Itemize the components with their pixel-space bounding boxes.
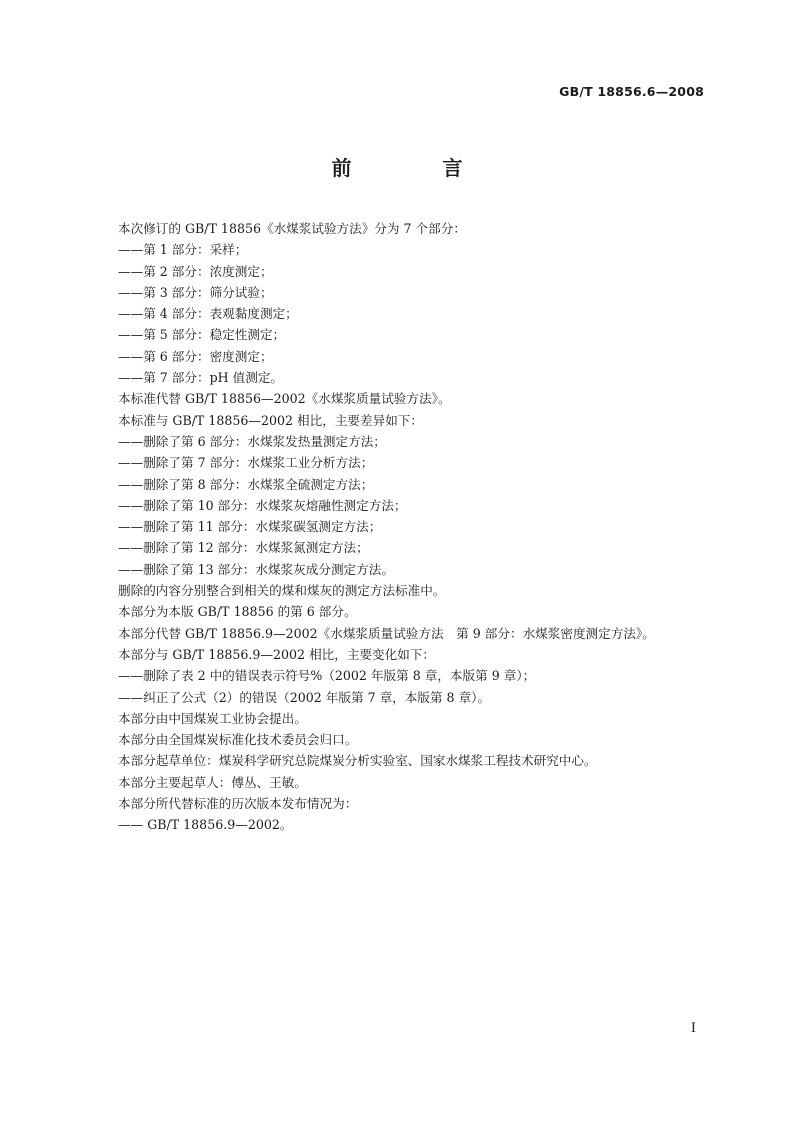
text-line: ——删除了第 8 部分：水煤浆全硫测定方法； <box>118 476 374 492</box>
text-line: ——第 1 部分：采样； <box>118 242 248 258</box>
page-title: 前 言 <box>331 156 505 180</box>
text-line: 本标准与 GB/T 18856—2002 相比，主要差异如下： <box>118 412 423 428</box>
text-line: ——第 2 部分：浓度测定； <box>118 263 273 279</box>
text-line: 本部分起草单位：煤炭科学研究总院煤炭分析实验室、国家水煤浆工程技术研究中心。 <box>118 753 597 769</box>
text-line: ——第 7 部分：pH 值测定。 <box>118 370 284 386</box>
text-line: ——第 5 部分：稳定性测定； <box>118 327 286 343</box>
page-number: I <box>690 1021 696 1036</box>
text-line: ——第 3 部分：筛分试验； <box>118 284 273 300</box>
text-line: 删除的内容分别整合到相关的煤和煤灰的测定方法标准中。 <box>118 583 446 599</box>
text-line: 本标准代替 GB/T 18856—2002《水煤浆质量试验方法》。 <box>118 391 451 407</box>
text-line: ——删除了第 11 部分：水煤浆碳氢测定方法； <box>118 519 382 535</box>
text-line: 本次修订的 GB/T 18856《水煤浆试验方法》分为 7 个部分： <box>118 221 466 236</box>
text-line: 本部分代替 GB/T 18856.9—2002《水煤浆质量试验方法 第 9 部分：水煤浆密度测定方法》。 <box>118 625 655 641</box>
text-line: 本部分主要起草人：傅丛、王敏。 <box>118 774 307 790</box>
text-line: 本部分由中国煤炭工业协会提出。 <box>118 710 307 726</box>
preface-body <box>118 218 718 836</box>
text-line: —— GB/T 18856.9—2002。 <box>118 817 293 833</box>
text-line: ——第 6 部分：密度测定； <box>118 348 273 364</box>
text-line: ——第 4 部分：表观黏度测定； <box>118 306 298 322</box>
text-line: ——删除了第 10 部分：水煤浆灰熔融性测定方法； <box>118 497 407 513</box>
text-line: ——删除了第 6 部分：水煤浆发热量测定方法； <box>118 433 386 449</box>
text-line: 本部分所代替标准的历次版本发布情况为： <box>118 796 358 812</box>
text-line: ——删除了第 12 部分：水煤浆氮测定方法； <box>118 540 369 556</box>
standard-number: GB/T 18856.6—2008 <box>559 84 704 99</box>
text-line: ——纠正了公式（2）的错误（2002 年版第 7 章，本版第 8 章）。 <box>118 689 491 705</box>
text-line: ——删除了第 7 部分：水煤浆工业分析方法； <box>118 455 374 471</box>
text-line: 本部分由全国煤炭标准化技术委员会归口。 <box>118 732 358 748</box>
text-line: 本部分为本版 GB/T 18856 的第 6 部分。 <box>118 604 357 620</box>
text-line: ——删除了第 13 部分：水煤浆灰成分测定方法。 <box>118 561 394 577</box>
text-line: ——删除了表 2 中的错误表示符号%（2002 年版第 8 章，本版第 9 章）； <box>118 668 536 684</box>
text-line: 本部分与 GB/T 18856.9—2002 相比，主要变化如下： <box>118 646 436 662</box>
